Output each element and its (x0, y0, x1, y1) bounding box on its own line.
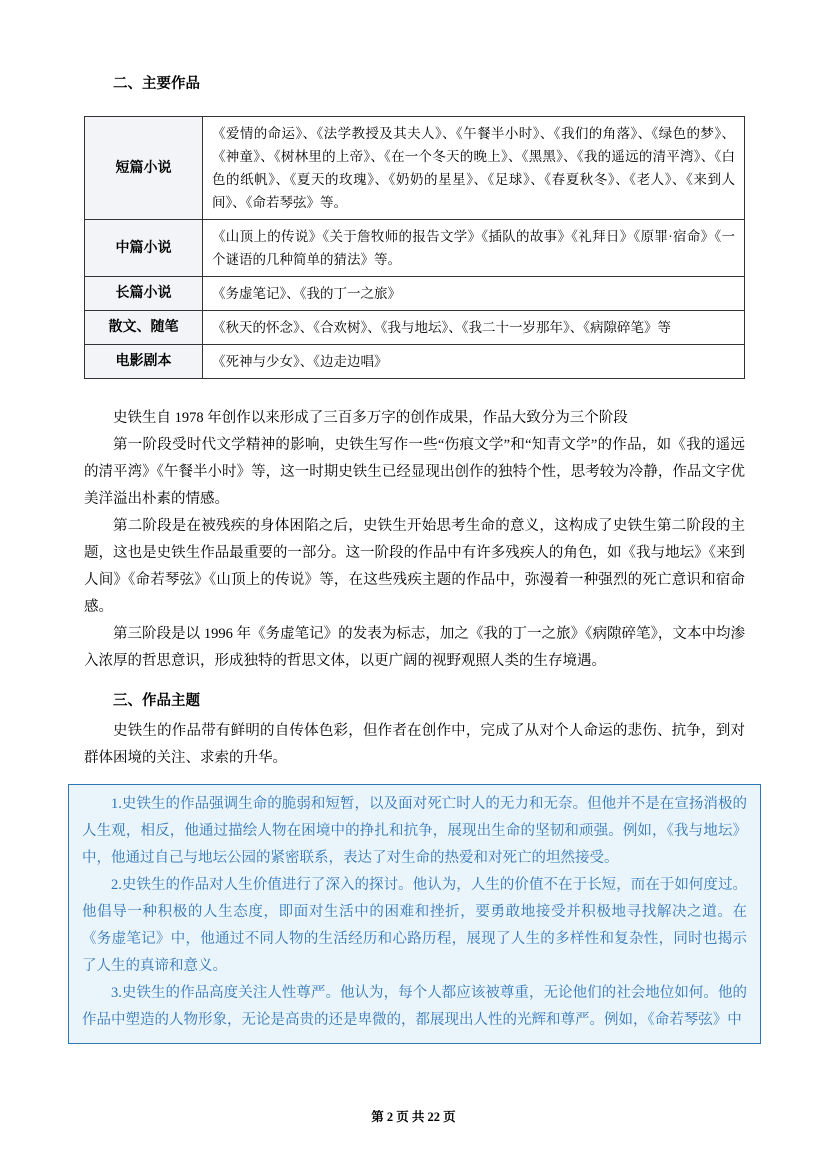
table-row (85, 311, 745, 345)
section3-heading: 三、作品主题 (113, 693, 200, 709)
section2-heading: 二、主要作品 (113, 76, 200, 92)
work-category-cell: 电影剧本 (85, 345, 203, 379)
page-footer: 第 2 页 共 22 页 (371, 1110, 456, 1124)
table-row (85, 117, 745, 220)
themes-box (68, 784, 761, 1044)
paragraph: 史铁生自 1978 年创作以来形成了三百多万字的创作成果，作品大致分为三个阶段 (113, 410, 628, 426)
work-category-cell: 中篇小说 (85, 220, 203, 277)
work-list-cell: 《爱情的命运》、《法学教授及其夫人》、《午餐半小时》、《我们的角落》、《绿色的梦》、《神童》、《树林里的上帝》、《在一个冬天的晚上》、《黑黑》、《我的遥远的清平湾》、《白色的纸帆》、《夏天的玫瑰》、《奶奶的星星》、《足球》、《春夏秋冬》、《老人》、《来到人间》、《命若琴弦》等。 (203, 117, 745, 220)
paragraph: 第二阶段是在被残疾的身体困陷之后，史铁生开始思考生命的意义，这构成了史铁生第二阶段的主题，这也是史铁生作品最重要的一部分。这一阶段的作品中有许多残疾人的角色，如《我与地坛》《来到人间》《命若琴弦》《山顶上的传说》等，在这些残疾主题的作品中，弥漫着一种强烈的死亡意识和宿命感。 (84, 518, 745, 615)
paragraph: 第三阶段是以 1996 年《务虚笔记》的发表为标志，加之《我的丁一之旅》《病隙碎笔》，文本中均渗入浓厚的哲思意识，形成独特的哲思文体，以更广阔的视野观照人类的生存境遇。 (84, 626, 745, 669)
table-row (85, 277, 745, 311)
theme-paragraph: 3.史铁生的作品高度关注人性尊严。他认为，每个人都应该被尊重，无论他们的社会地位如何。他的作品中塑造的人物形象，无论是高贵的还是卑微的，都展现出人性的光辉和尊严。例如，《命若琴弦》中 (82, 985, 747, 1028)
work-list-cell: 《务虚笔记》、《我的丁一之旅》 (203, 277, 745, 311)
paragraph: 第一阶段受时代文学精神的影响，史铁生写作一些“伤痕文学”和“知青文学”的作品，如《我的遥远的清平湾》《午餐半小时》等，这一时期史铁生已经显现出创作的独特个性，思考较为冷静，作品文字优美洋溢出朴素的情感。 (84, 437, 745, 507)
work-list-cell: 《山顶上的传说》《关于詹牧师的报告文学》《插队的故事》《礼拜日》《原罪·宿命》《一个谜语的几种简单的猜法》等。 (203, 220, 745, 277)
theme-paragraph: 1.史铁生的作品强调生命的脆弱和短暂，以及面对死亡时人的无力和无奈。但他并不是在宣扬消极的人生观，相反，他通过描绘人物在困境中的挣扎和抗争，展现出生命的坚韧和顽强。例如，《我与地坛》中，他通过自己与地坛公园的紧密联系，表达了对生命的热爱和对死亡的坦然接受。 (82, 796, 747, 866)
work-category-cell: 短篇小说 (85, 117, 203, 220)
work-list-cell: 《死神与少女》、《边走边唱》 (203, 345, 745, 379)
work-list-cell: 《秋天的怀念》、《合欢树》、《我与地坛》、《我二十一岁那年》、《病隙碎笔》等 (203, 311, 745, 345)
section3-intro-paragraph: 史铁生的作品带有鲜明的自传体色彩，但作者在创作中，完成了从对个人命运的悲伤、抗争，到对群体困境的关注、求索的升华。 (84, 723, 745, 766)
table-row (85, 220, 745, 277)
works-table (84, 116, 745, 379)
table-row (85, 345, 745, 379)
section2-body (84, 405, 745, 675)
theme-paragraph: 2.史铁生的作品对人生价值进行了深入的探讨。他认为，人生的价值不在于长短，而在于如何度过。他倡导一种积极的人生态度，即面对生活中的困难和挫折，要勇敢地接受并积极地寻找解决之道。在《务虚笔记》中，他通过不同人物的生活经历和心路历程，展现了人生的多样性和复杂性，同时也揭示了人生的真谛和意义。 (82, 877, 747, 974)
work-category-cell: 散文、随笔 (85, 311, 203, 345)
work-category-cell: 长篇小说 (85, 277, 203, 311)
